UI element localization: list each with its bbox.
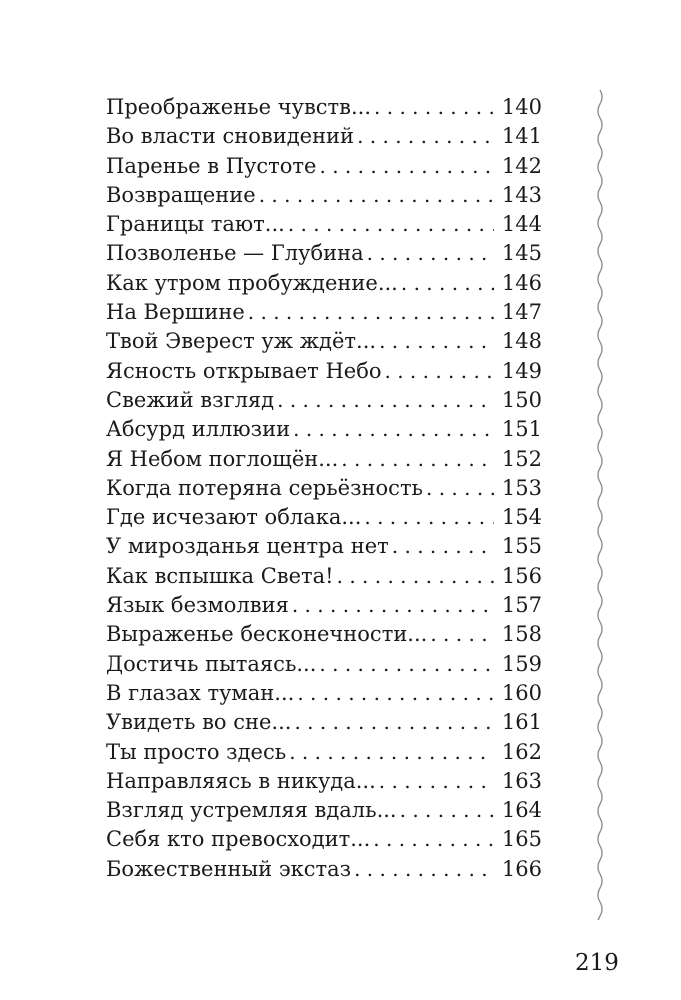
dot-leader xyxy=(289,738,494,767)
toc-entry xyxy=(106,620,542,649)
toc-entry xyxy=(106,503,542,532)
toc-entry xyxy=(106,415,542,444)
toc-entry xyxy=(106,825,542,854)
toc-entry-page: 164 xyxy=(501,798,542,823)
toc-entry-page: 143 xyxy=(501,182,542,207)
toc-entry-title: Свежий взгляд xyxy=(106,387,275,412)
toc-entry-title: Как вспышка Света! xyxy=(106,563,334,588)
toc-entry xyxy=(106,445,542,474)
dot-leader xyxy=(367,239,494,268)
toc-entry-page: 149 xyxy=(501,358,542,383)
toc-entry-page: 150 xyxy=(501,387,542,412)
dot-leader xyxy=(392,532,494,561)
toc-entry-title: Я Небом поглощён... xyxy=(106,446,339,471)
toc-entry xyxy=(106,210,542,239)
toc-entry-page: 161 xyxy=(501,710,542,735)
dot-leader xyxy=(277,386,494,415)
page-number: 219 xyxy=(575,950,619,976)
toc-entry-title: Границы тают... xyxy=(106,212,285,237)
toc-entry-title: Достичь пытаясь... xyxy=(106,651,317,676)
toc-entry-title: Твой Эверест уж ждёт... xyxy=(106,329,377,354)
toc-entry-page: 163 xyxy=(501,768,542,793)
toc-entry-title: Где исчезают облака... xyxy=(106,505,362,530)
wavy-line-icon xyxy=(588,90,612,920)
toc-entry-title: У мирозданья центра нет xyxy=(106,534,389,559)
toc-entry xyxy=(106,767,542,796)
toc-entry-title: Ты просто здесь xyxy=(106,739,287,764)
toc-entry-title: Направляясь в никуда... xyxy=(106,768,376,793)
toc-entry-title: Язык безмолвия xyxy=(106,593,289,618)
dot-leader xyxy=(294,708,494,737)
toc-entry xyxy=(106,679,542,708)
toc-entry-page: 144 xyxy=(501,212,542,237)
dot-leader xyxy=(379,327,494,356)
toc-entry-title: Во власти сновидений xyxy=(106,124,355,149)
toc-entry-title: Увидеть во сне... xyxy=(106,710,292,735)
toc-entry-page: 140 xyxy=(501,95,542,119)
toc-entry-title: Ясность открывает Небо xyxy=(106,358,382,383)
toc-entry xyxy=(106,738,542,767)
toc-entry-title: На Вершине xyxy=(106,300,245,325)
toc-entry xyxy=(106,327,542,356)
toc-entry-page: 155 xyxy=(501,534,542,559)
toc-entry xyxy=(106,855,542,884)
toc-entry-page: 159 xyxy=(501,651,542,676)
toc-entry-page: 152 xyxy=(501,446,542,471)
dot-leader xyxy=(319,152,494,181)
toc-entry-page: 166 xyxy=(501,856,542,881)
toc-entry-page: 147 xyxy=(501,300,542,325)
toc-entry-title: Позволенье — Глубина xyxy=(106,241,364,266)
toc-entry-page: 153 xyxy=(501,475,542,500)
dot-leader xyxy=(357,122,494,151)
toc-entry-page: 145 xyxy=(501,241,542,266)
dot-leader xyxy=(288,210,494,239)
toc-entry-page: 162 xyxy=(501,739,542,764)
dot-leader xyxy=(341,445,494,474)
dot-leader xyxy=(426,474,494,503)
toc-entry-page: 146 xyxy=(501,270,542,295)
dot-leader xyxy=(373,825,494,854)
toc-entry-page: 157 xyxy=(501,593,542,618)
toc-entry xyxy=(106,239,542,268)
toc-entry-title: Как утром пробуждение... xyxy=(106,270,398,295)
dot-leader xyxy=(400,796,494,825)
dot-leader xyxy=(374,93,494,122)
dot-leader xyxy=(430,620,494,649)
dot-leader xyxy=(259,181,494,210)
toc-entry-page: 151 xyxy=(501,417,542,442)
toc-entry xyxy=(106,591,542,620)
toc-entry-title: Когда потеряна серьёзность xyxy=(106,475,423,500)
toc-entry xyxy=(106,298,542,327)
toc-entry xyxy=(106,474,542,503)
table-of-contents xyxy=(106,93,542,884)
dot-leader xyxy=(292,591,494,620)
toc-entry-title: Абсурд иллюзии xyxy=(106,417,291,442)
dot-leader xyxy=(297,679,494,708)
toc-entry-page: 160 xyxy=(501,680,542,705)
toc-entry xyxy=(106,93,542,122)
toc-entry xyxy=(106,708,542,737)
toc-entry xyxy=(106,796,542,825)
toc-entry xyxy=(106,650,542,679)
toc-entry xyxy=(106,562,542,591)
toc-entry xyxy=(106,181,542,210)
toc-entry-title: В глазах туман... xyxy=(106,680,295,705)
toc-entry-title: Божественный экстаз xyxy=(106,856,352,881)
toc-entry-page: 156 xyxy=(501,563,542,588)
dot-leader xyxy=(319,650,494,679)
toc-entry-page: 158 xyxy=(501,622,542,647)
toc-entry xyxy=(106,152,542,181)
toc-entry xyxy=(106,532,542,561)
toc-entry-page: 142 xyxy=(501,153,542,178)
dot-leader xyxy=(248,298,494,327)
toc-entry xyxy=(106,386,542,415)
toc-entry-title: Возвращение xyxy=(106,182,256,207)
dot-leader xyxy=(384,357,494,386)
toc-entry-page: 165 xyxy=(501,827,542,852)
toc-entry xyxy=(106,122,542,151)
dot-leader xyxy=(401,269,494,298)
toc-entry xyxy=(106,357,542,386)
toc-entry-title: Выраженье бесконечности... xyxy=(106,622,428,647)
dot-leader xyxy=(379,767,494,796)
toc-entry-title: Паренье в Пустоте xyxy=(106,153,317,178)
toc-entry-title: Преображенье чувств... xyxy=(106,95,372,119)
dot-leader xyxy=(364,503,494,532)
toc-entry-page: 148 xyxy=(501,329,542,354)
toc-entry xyxy=(106,269,542,298)
toc-entry-page: 141 xyxy=(501,124,542,149)
dot-leader xyxy=(354,855,494,884)
dot-leader xyxy=(293,415,494,444)
toc-entry-page: 154 xyxy=(501,505,542,530)
toc-entry-title: Себя кто превосходит... xyxy=(106,827,371,852)
toc-entry-title: Взгляд устремляя вдаль... xyxy=(106,798,397,823)
dot-leader xyxy=(337,562,494,591)
